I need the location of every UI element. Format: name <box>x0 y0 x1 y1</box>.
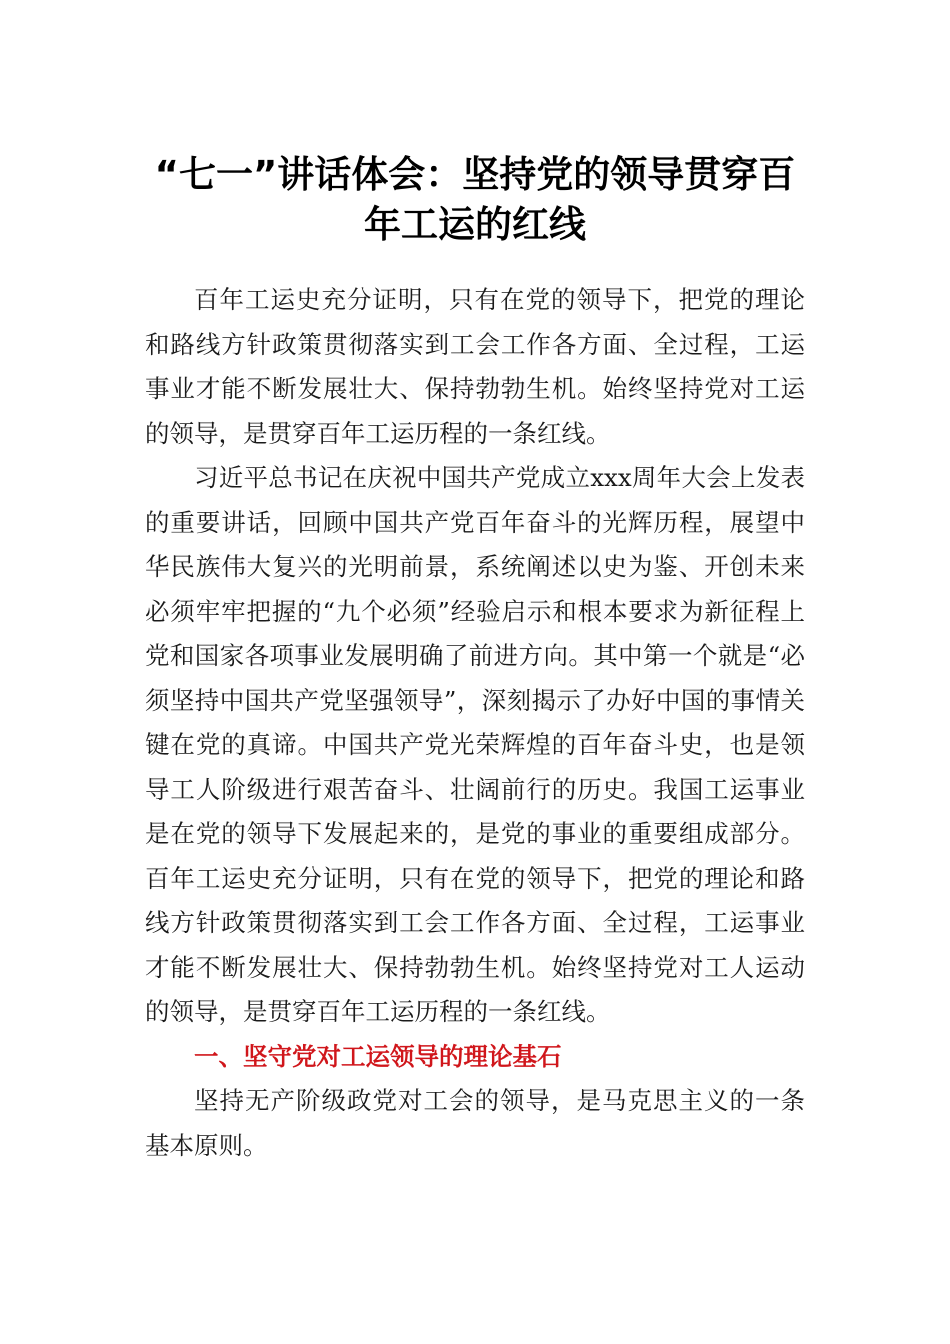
section-paragraph: 坚持无产阶级政党对工会的领导，是马克思主义的一条基本原则。 <box>145 1086 805 1160</box>
page-title: “七一”讲话体会：坚持党的领导贯穿百年工运的红线 <box>154 153 796 246</box>
section-heading: 一、坚守党对工运领导的理论基石 <box>194 1041 562 1071</box>
paragraph-1: 百年工运史充分证明，只有在党的领导下，把党的理论和路线方针政策贯彻落实到工会工作各方面、全过程，工运事业才能不断发展壮大、保持勃勃生机。始终坚持党对工运的领导，是贯穿百年工运历程的一条红线。 <box>145 285 805 448</box>
paragraph-2: 习近平总书记在庆祝中国共产党成立xxx周年大会上发表的重要讲话，回顾中国共产党百年奋斗的光辉历程，展望中华民族伟大复兴的光明前景，系统阐述以史为鉴、开创未来必须牢牢把握的“九个必须”经验启示和根本要求为新征程上党和国家各项事业发展明确了前进方向。其中第一个就是“必须坚持中国共产党坚强领导”，深刻揭示了办好中国的事情关键在党的真谛。中国共产党光荣辉煌的百年奋斗史，也是领导工人阶级进行艰苦奋斗、壮阔前行的历史。我国工运事业是在党的领导下发展起来的，是党的事业的重要组成部分。百年工运史充分证明，只有在党的领导下，把党的理论和路线方针政策贯彻落实到工会工作各方面、全过程，工运事业才能不断发展壮大、保持勃勃生机。始终坚持党对工人运动的领导，是贯穿百年工运历程的一条红线。 <box>145 463 805 1026</box>
document-body <box>145 278 805 1168</box>
